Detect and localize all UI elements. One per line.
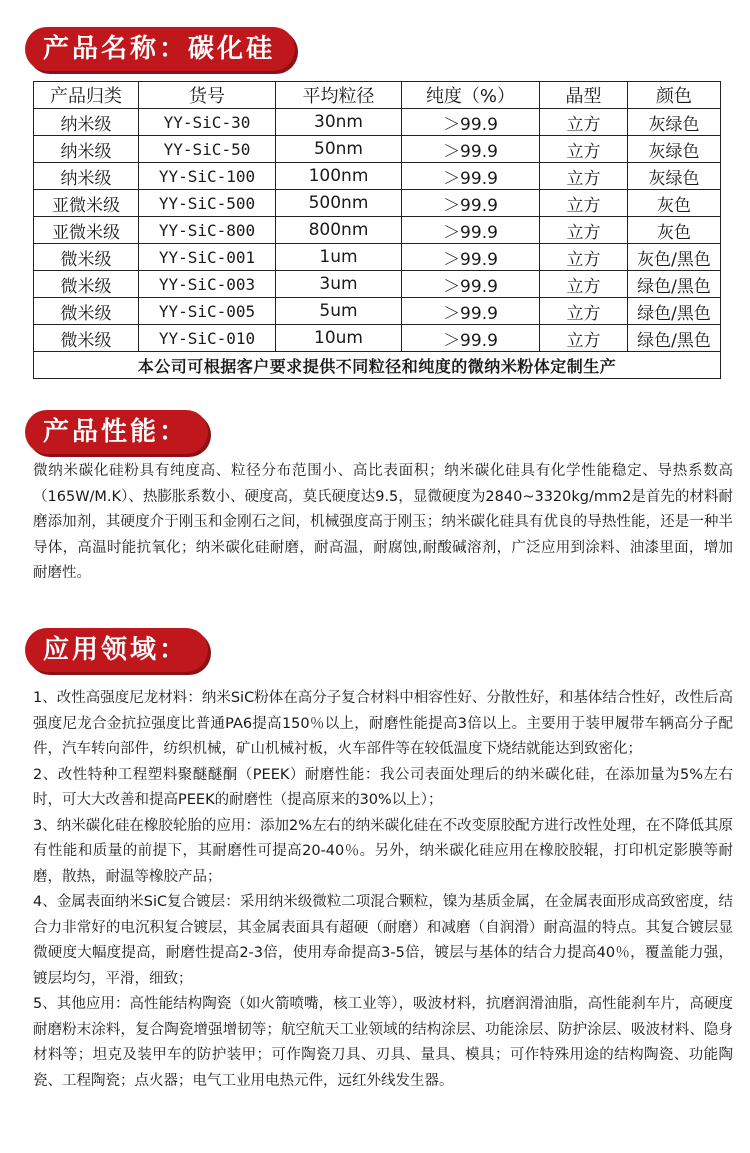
cell-purity: ＞99.9 <box>402 136 540 163</box>
cell-color: 绿色/黑色 <box>628 325 721 352</box>
cell-purity: ＞99.9 <box>402 325 540 352</box>
cell-crystal: 立方 <box>540 244 628 271</box>
cell-color: 灰绿色 <box>628 163 721 190</box>
cell-purity: ＞99.9 <box>402 271 540 298</box>
cell-category: 亚微米级 <box>34 217 139 244</box>
table-row <box>34 136 721 163</box>
applications-list <box>33 686 733 1094</box>
cell-particle-size: 30nm <box>276 109 402 136</box>
cell-category: 微米级 <box>34 244 139 271</box>
performance-text: 微纳米碳化硅粉具有纯度高、粒径分布范围小、高比表面积；纳米碳化硅具有化学性能稳定、导热系数高（165W/M.K）、热膨胀系数小、硬度高，莫氏硬度达9.5，显微硬度为2840~3320kg/mm2是首先的材料耐磨添加剂，其硬度介于刚玉和金刚石之间，机械强度高于刚玉；纳米碳化硅具有优良的导热性能，还是一种半导体，高温时能抗氧化；纳米碳化硅耐磨，耐高温，耐腐蚀,耐酸碱溶剂，广泛应用到涂料、油漆里面，增加耐磨性。 <box>33 463 733 581</box>
cell-crystal: 立方 <box>540 298 628 325</box>
application-item: 4、金属表面纳米SiC复合镀层：采用纳米级微粒二项混合颗粒，镍为基质金属，在金属表面形成高致密度，结合力非常好的电沉积复合镀层，其金属表面具有超硬（耐磨）和减磨（自润滑）耐高温的特点。其复合镀层显微硬度大幅度提高，耐磨性提高2-3倍，使用寿命提高3-5倍，镀层与基体的结合力提高40％，覆盖能力强，镀层均匀，平滑，细致； <box>33 894 733 987</box>
table-note: 本公司可根据客户要求提供不同粒径和纯度的微纳米粉体定制生产 <box>34 352 721 379</box>
table-row <box>34 217 721 244</box>
cell-crystal: 立方 <box>540 163 628 190</box>
cell-category: 微米级 <box>34 325 139 352</box>
cell-purity: ＞99.9 <box>402 298 540 325</box>
cell-category: 纳米级 <box>34 109 139 136</box>
cell-particle-size: 3um <box>276 271 402 298</box>
cell-category: 微米级 <box>34 298 139 325</box>
application-item: 2、改性特种工程塑料聚醚醚酮（PEEK）耐磨性能：我公司表面处理后的纳米碳化硅，在添加量为5%左右时，可大大改善和提高PEEK的耐磨性（提高原来的30%以上）； <box>33 766 733 808</box>
cell-color: 灰绿色 <box>628 136 721 163</box>
col-header-particle-size: 平均粒径 <box>276 82 402 109</box>
cell-crystal: 立方 <box>540 136 628 163</box>
col-header-purity: 纯度（%） <box>402 82 540 109</box>
cell-purity: ＞99.9 <box>402 163 540 190</box>
cell-purity: ＞99.9 <box>402 109 540 136</box>
table-row <box>34 190 721 217</box>
col-header-category: 产品归类 <box>34 82 139 109</box>
performance-banner: 产品性能： <box>25 410 208 454</box>
cell-crystal: 立方 <box>540 271 628 298</box>
cell-item-no: YY-SiC-010 <box>139 325 276 352</box>
cell-crystal: 立方 <box>540 109 628 136</box>
table-row <box>34 271 721 298</box>
application-item: 5、其他应用：高性能结构陶瓷（如火箭喷嘴，核工业等），吸波材料，抗磨润滑油脂，高性能刹车片，高硬度耐磨粉末涂料，复合陶瓷增强增韧等；航空航天工业领域的结构涂层、功能涂层、防护涂层、吸波材料、隐身材料等；坦克及装甲车的防护装甲；可作陶瓷刀具、刃具、量具、模具；可作特殊用途的结构陶瓷、功能陶瓷、工程陶瓷；点火器；电气工业用电热元件，远红外线发生器。 <box>33 996 733 1089</box>
cell-item-no: YY-SiC-100 <box>139 163 276 190</box>
cell-category: 纳米级 <box>34 163 139 190</box>
spec-table <box>33 81 721 379</box>
cell-particle-size: 100nm <box>276 163 402 190</box>
col-header-item-no: 货号 <box>139 82 276 109</box>
col-header-crystal: 晶型 <box>540 82 628 109</box>
table-row <box>34 298 721 325</box>
cell-purity: ＞99.9 <box>402 244 540 271</box>
cell-color: 绿色/黑色 <box>628 271 721 298</box>
cell-item-no: YY-SiC-500 <box>139 190 276 217</box>
cell-color: 灰绿色 <box>628 109 721 136</box>
cell-item-no: YY-SiC-001 <box>139 244 276 271</box>
table-header-row <box>34 82 721 109</box>
cell-purity: ＞99.9 <box>402 190 540 217</box>
cell-item-no: YY-SiC-003 <box>139 271 276 298</box>
cell-crystal: 立方 <box>540 217 628 244</box>
cell-particle-size: 50nm <box>276 136 402 163</box>
cell-item-no: YY-SiC-30 <box>139 109 276 136</box>
cell-item-no: YY-SiC-005 <box>139 298 276 325</box>
cell-category: 亚微米级 <box>34 190 139 217</box>
cell-category: 纳米级 <box>34 136 139 163</box>
cell-category: 微米级 <box>34 271 139 298</box>
application-item: 3、纳米碳化硅在橡胶轮胎的应用：添加2%左右的纳米碳化硅在不改变原胶配方进行改性处理，在不降低其原有性能和质量的前提下，其耐磨性可提高20-40％。另外，纳米碳化硅应用在橡胶胶辊，打印机定影膜等耐磨，散热，耐温等橡胶产品； <box>33 817 733 885</box>
cell-color: 灰色/黑色 <box>628 244 721 271</box>
cell-particle-size: 500nm <box>276 190 402 217</box>
cell-particle-size: 800nm <box>276 217 402 244</box>
application-item: 1、改性高强度尼龙材料：纳米SiC粉体在高分子复合材料中相容性好、分散性好，和基体结合性好，改性后高强度尼龙合金抗拉强度比普通PA6提高150％以上，耐磨性能提高3倍以上。主要用于装甲履带车辆高分子配件，汽车转向部件，纺织机械，矿山机械衬板，火车部件等在较低温度下烧结就能达到致密化； <box>33 690 733 757</box>
table-row <box>34 163 721 190</box>
cell-color: 绿色/黑色 <box>628 298 721 325</box>
cell-color: 灰色 <box>628 217 721 244</box>
applications-banner: 应用领域： <box>25 628 208 672</box>
cell-purity: ＞99.9 <box>402 217 540 244</box>
cell-item-no: YY-SiC-50 <box>139 136 276 163</box>
table-row <box>34 325 721 352</box>
product-name-banner: 产品名称：碳化硅 <box>25 27 295 71</box>
table-row <box>34 244 721 271</box>
cell-crystal: 立方 <box>540 190 628 217</box>
table-row <box>34 109 721 136</box>
cell-particle-size: 5um <box>276 298 402 325</box>
cell-item-no: YY-SiC-800 <box>139 217 276 244</box>
table-note-row <box>34 352 721 379</box>
cell-color: 灰色 <box>628 190 721 217</box>
cell-particle-size: 1um <box>276 244 402 271</box>
col-header-color: 颜色 <box>628 82 721 109</box>
cell-particle-size: 10um <box>276 325 402 352</box>
table-body <box>34 109 721 379</box>
cell-crystal: 立方 <box>540 325 628 352</box>
